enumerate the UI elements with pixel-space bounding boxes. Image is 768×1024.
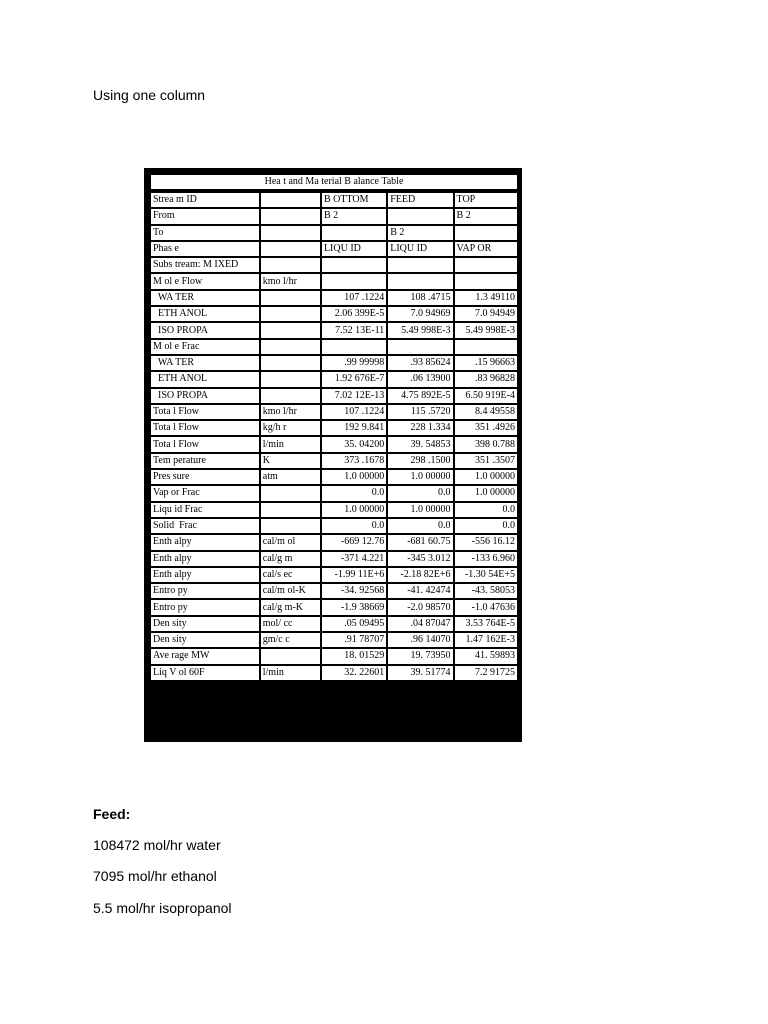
- feed-line-isopropanol: 5.5 mol/hr isopropanol: [93, 900, 232, 916]
- row-label-cell: Entro py: [151, 584, 259, 598]
- value-cell: [455, 258, 517, 272]
- value-cell: .06 13900: [388, 372, 452, 386]
- value-cell: 107 .1224: [322, 405, 386, 419]
- value-cell: 7.0 94949: [455, 307, 517, 321]
- value-cell: 4.75 892E-5: [388, 389, 452, 403]
- value-cell: 0.0: [322, 486, 386, 500]
- value-cell: 1.47 162E-3: [455, 633, 517, 647]
- table-row: [151, 519, 517, 533]
- value-cell: .15 96663: [455, 356, 517, 370]
- row-label-cell: Den sity: [151, 617, 259, 631]
- unit-cell: kg/h r: [261, 421, 320, 435]
- value-cell: -371 4.221: [322, 552, 386, 566]
- table-row: [151, 600, 517, 614]
- table-row: [151, 617, 517, 631]
- row-label-cell: Tota l Flow: [151, 405, 259, 419]
- unit-cell: [261, 503, 320, 517]
- table-row: [151, 193, 517, 207]
- value-cell: 6.50 919E-4: [455, 389, 517, 403]
- table-row: [151, 389, 517, 403]
- value-cell: 1.0 00000: [388, 470, 452, 484]
- value-cell: -34. 92568: [322, 584, 386, 598]
- value-cell: [455, 226, 517, 240]
- row-label-cell: Tota l Flow: [151, 421, 259, 435]
- value-cell: [388, 209, 452, 223]
- table-row: [151, 633, 517, 647]
- table-title: Hea t and Ma terial B alance Table: [151, 175, 517, 189]
- value-cell: .93 85624: [388, 356, 452, 370]
- value-cell: [322, 226, 386, 240]
- value-cell: 18. 01529: [322, 649, 386, 663]
- row-label-cell: From: [151, 209, 259, 223]
- value-cell: 298 .1500: [388, 454, 452, 468]
- value-cell: [455, 274, 517, 288]
- table-row: [151, 356, 517, 370]
- row-label-cell: Liq V ol 60F: [151, 666, 259, 680]
- value-cell: 0.0: [322, 519, 386, 533]
- unit-cell: cal/m ol: [261, 535, 320, 549]
- table-row: [151, 307, 517, 321]
- value-cell: B 2: [455, 209, 517, 223]
- value-cell: 1.0 00000: [322, 503, 386, 517]
- value-cell: .05 09495: [322, 617, 386, 631]
- value-cell: 7.2 91725: [455, 666, 517, 680]
- value-cell: 192 9.841: [322, 421, 386, 435]
- value-cell: 7.0 94969: [388, 307, 452, 321]
- value-cell: B 2: [388, 226, 452, 240]
- unit-cell: [261, 389, 320, 403]
- value-cell: 7.52 13E-11: [322, 323, 386, 337]
- row-label-cell: Tota l Flow: [151, 437, 259, 451]
- table-row: [151, 274, 517, 288]
- value-cell: VAP OR: [455, 242, 517, 256]
- unit-cell: [261, 242, 320, 256]
- value-cell: B 2: [322, 209, 386, 223]
- value-cell: 39. 54853: [388, 437, 452, 451]
- unit-cell: cal/g m-K: [261, 600, 320, 614]
- value-cell: -133 6.960: [455, 552, 517, 566]
- unit-cell: [261, 519, 320, 533]
- unit-cell: cal/m ol-K: [261, 584, 320, 598]
- value-cell: LIQU ID: [322, 242, 386, 256]
- table-row: [151, 372, 517, 386]
- feed-line-water: 108472 mol/hr water: [93, 837, 221, 853]
- unit-cell: l/min: [261, 666, 320, 680]
- value-cell: [388, 274, 452, 288]
- value-cell: 7.02 12E-13: [322, 389, 386, 403]
- value-cell: 108 .4715: [388, 291, 452, 305]
- value-cell: -669 12.76: [322, 535, 386, 549]
- value-cell: 107 .1224: [322, 291, 386, 305]
- unit-cell: kmo l/hr: [261, 274, 320, 288]
- value-cell: [322, 274, 386, 288]
- row-label-cell: ISO PROPA: [151, 389, 259, 403]
- value-cell: [388, 258, 452, 272]
- value-cell: 2.06 399E-5: [322, 307, 386, 321]
- value-cell: -556 16.12: [455, 535, 517, 549]
- unit-cell: atm: [261, 470, 320, 484]
- value-cell: -1.0 47636: [455, 600, 517, 614]
- table-row: [151, 258, 517, 272]
- value-cell: 8.4 49558: [455, 405, 517, 419]
- unit-cell: mol/ cc: [261, 617, 320, 631]
- value-cell: .91 78707: [322, 633, 386, 647]
- value-cell: .04 87047: [388, 617, 452, 631]
- table-row: [151, 323, 517, 337]
- unit-cell: [261, 356, 320, 370]
- table-row: [151, 486, 517, 500]
- table-row: [151, 454, 517, 468]
- value-cell: [388, 340, 452, 354]
- unit-cell: [261, 226, 320, 240]
- value-cell: 32. 22601: [322, 666, 386, 680]
- row-label-cell: Enth alpy: [151, 535, 259, 549]
- row-label-cell: Strea m ID: [151, 193, 259, 207]
- unit-cell: K: [261, 454, 320, 468]
- value-cell: -1.9 38669: [322, 600, 386, 614]
- value-cell: [322, 258, 386, 272]
- value-cell: 19. 73950: [388, 649, 452, 663]
- unit-cell: [261, 307, 320, 321]
- table-row: [151, 340, 517, 354]
- row-label-cell: ETH ANOL: [151, 307, 259, 321]
- heat-material-balance-table: [144, 168, 522, 742]
- page-heading: Using one column: [93, 87, 206, 103]
- value-cell: 1.0 00000: [455, 486, 517, 500]
- value-cell: 1.0 00000: [322, 470, 386, 484]
- value-cell: 1.92 676E-7: [322, 372, 386, 386]
- table-row: [151, 242, 517, 256]
- unit-cell: l/min: [261, 437, 320, 451]
- value-cell: 115 .5720: [388, 405, 452, 419]
- feed-title: Feed:: [93, 806, 131, 822]
- table-row: [151, 291, 517, 305]
- value-cell: -345 3.012: [388, 552, 452, 566]
- table-row: [151, 552, 517, 566]
- value-cell: 0.0: [388, 486, 452, 500]
- unit-cell: [261, 291, 320, 305]
- unit-cell: [261, 209, 320, 223]
- row-label-cell: M ol e Frac: [151, 340, 259, 354]
- table-row: [151, 209, 517, 223]
- value-cell: 0.0: [455, 519, 517, 533]
- table-row: [151, 405, 517, 419]
- unit-cell: [261, 193, 320, 207]
- value-cell: -1.99 11E+6: [322, 568, 386, 582]
- value-cell: 1.3 49110: [455, 291, 517, 305]
- row-label-cell: Phas e: [151, 242, 259, 256]
- row-label-cell: Subs tream: M IXED: [151, 258, 259, 272]
- value-cell: 0.0: [455, 503, 517, 517]
- unit-cell: cal/g m: [261, 552, 320, 566]
- unit-cell: [261, 258, 320, 272]
- row-label-cell: Vap or Frac: [151, 486, 259, 500]
- value-cell: -1.30 54E+5: [455, 568, 517, 582]
- value-cell: FEED: [388, 193, 452, 207]
- balance-table-grid: [149, 191, 519, 682]
- row-label-cell: M ol e Flow: [151, 274, 259, 288]
- value-cell: TOP: [455, 193, 517, 207]
- value-cell: -2.18 82E+6: [388, 568, 452, 582]
- table-row: [151, 437, 517, 451]
- row-label-cell: Tem perature: [151, 454, 259, 468]
- unit-cell: [261, 649, 320, 663]
- value-cell: 0.0: [388, 519, 452, 533]
- value-cell: 39. 51774: [388, 666, 452, 680]
- value-cell: 398 0.788: [455, 437, 517, 451]
- value-cell: .83 96828: [455, 372, 517, 386]
- row-label-cell: Enth alpy: [151, 552, 259, 566]
- table-row: [151, 584, 517, 598]
- unit-cell: cal/s ec: [261, 568, 320, 582]
- unit-cell: gm/c c: [261, 633, 320, 647]
- table-row: [151, 568, 517, 582]
- row-label-cell: Enth alpy: [151, 568, 259, 582]
- unit-cell: [261, 486, 320, 500]
- value-cell: 351 .3507: [455, 454, 517, 468]
- row-label-cell: ISO PROPA: [151, 323, 259, 337]
- table-row: [151, 226, 517, 240]
- table-row: [151, 421, 517, 435]
- table-row: [151, 649, 517, 663]
- value-cell: 1.0 00000: [455, 470, 517, 484]
- row-label-cell: To: [151, 226, 259, 240]
- table-row: [151, 666, 517, 680]
- row-label-cell: Solid Frac: [151, 519, 259, 533]
- value-cell: B OTTOM: [322, 193, 386, 207]
- value-cell: 1.0 00000: [388, 503, 452, 517]
- value-cell: -43. 58053: [455, 584, 517, 598]
- value-cell: 41. 59893: [455, 649, 517, 663]
- table-row: [151, 503, 517, 517]
- table-row: [151, 535, 517, 549]
- value-cell: 5.49 998E-3: [388, 323, 452, 337]
- value-cell: .96 14070: [388, 633, 452, 647]
- value-cell: 351 .4926: [455, 421, 517, 435]
- unit-cell: [261, 340, 320, 354]
- value-cell: 35. 04200: [322, 437, 386, 451]
- value-cell: -2.0 98570: [388, 600, 452, 614]
- row-label-cell: Pres sure: [151, 470, 259, 484]
- value-cell: [455, 340, 517, 354]
- row-label-cell: Den sity: [151, 633, 259, 647]
- value-cell: -41. 42474: [388, 584, 452, 598]
- value-cell: 3.53 764E-5: [455, 617, 517, 631]
- value-cell: -681 60.75: [388, 535, 452, 549]
- unit-cell: [261, 323, 320, 337]
- value-cell: LIQU ID: [388, 242, 452, 256]
- row-label-cell: ETH ANOL: [151, 372, 259, 386]
- value-cell: [322, 340, 386, 354]
- table-row: [151, 470, 517, 484]
- value-cell: 228 1.334: [388, 421, 452, 435]
- value-cell: .99 99998: [322, 356, 386, 370]
- row-label-cell: WA TER: [151, 356, 259, 370]
- value-cell: 5.49 998E-3: [455, 323, 517, 337]
- row-label-cell: Ave rage MW: [151, 649, 259, 663]
- value-cell: 373 .1678: [322, 454, 386, 468]
- unit-cell: [261, 372, 320, 386]
- unit-cell: kmo l/hr: [261, 405, 320, 419]
- row-label-cell: Entro py: [151, 600, 259, 614]
- feed-line-ethanol: 7095 mol/hr ethanol: [93, 868, 217, 884]
- row-label-cell: WA TER: [151, 291, 259, 305]
- row-label-cell: Liqu id Frac: [151, 503, 259, 517]
